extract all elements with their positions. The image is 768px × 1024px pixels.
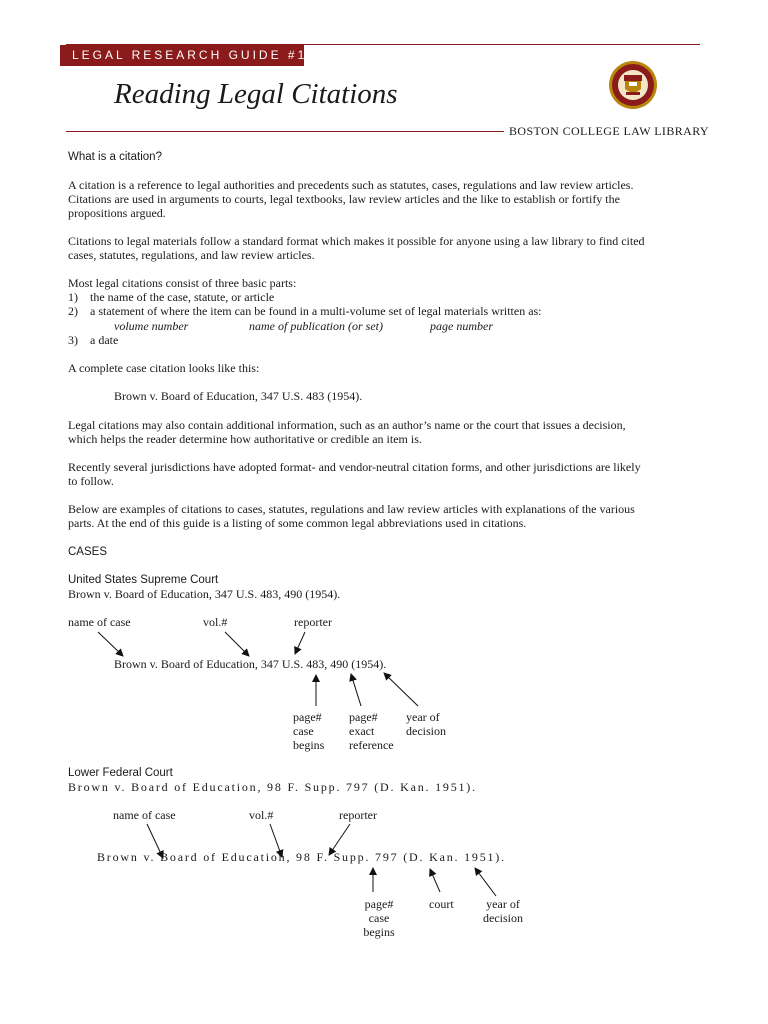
list-item: the name of the case, statute, or article (90, 290, 275, 304)
paragraph-line: Most legal citations consist of three basic parts: (68, 276, 297, 290)
arrow-volume (225, 632, 249, 656)
title-rule (66, 131, 504, 132)
list-item: a date (90, 333, 119, 347)
section-heading-what-is-citation: What is a citation? (68, 151, 162, 163)
label-court: court (429, 897, 454, 911)
label-year-of-decision: year of decision (483, 897, 523, 925)
paragraph-line: Legal citations may also contain additional information, such as an author’s name or the court that issues a decision, (68, 418, 626, 432)
annotated-citation: Brown v. Board of Education, 347 U.S. 483, 490 (1954). (114, 657, 387, 671)
paragraph-line: A complete case citation looks like this: (68, 361, 260, 375)
arrow-court (430, 869, 440, 892)
list-item: a statement of where the item can be found in a multi-volume set of legal materials written as: (90, 304, 542, 318)
paragraph-line: A citation is a reference to legal authorities and precedents such as statutes, cases, regulations and law review articles. (68, 178, 634, 192)
supreme-citation: Brown v. Board of Education, 347 U.S. 483, 490 (1954). (68, 587, 341, 601)
list-number: 3) (68, 333, 78, 347)
example-citation: Brown v. Board of Education, 347 U.S. 483 (1954). (114, 389, 363, 403)
list-number: 2) (68, 304, 78, 318)
paragraph-line: cases, statutes, regulations, and law review articles. (68, 248, 315, 262)
library-name: BOSTON COLLEGE LAW LIBRARY (509, 124, 709, 138)
label-volume: vol.# (249, 808, 274, 822)
label-reporter: reporter (294, 615, 332, 629)
subheading-lower-federal-court: Lower Federal Court (68, 767, 173, 779)
paragraph-line: Citations are used in arguments to courts, legal textbooks, law review articles and the like to establish or fortify the (68, 192, 620, 206)
arrow-name-of-case (98, 632, 123, 656)
section-heading-cases: CASES (68, 546, 107, 558)
arrow-page-exact-reference (351, 674, 361, 706)
part-volume-number: volume number (114, 319, 189, 333)
label-page-exact-reference: page# exact reference (349, 710, 394, 752)
part-publication-name: name of publication (or set) (249, 319, 383, 333)
paragraph-line: Below are examples of citations to cases, statutes, regulations and law review articles with explanations of the various (68, 502, 635, 516)
arrow-year-of-decision (475, 868, 496, 896)
label-year-of-decision: year of decision (406, 710, 446, 738)
label-name-of-case: name of case (68, 615, 131, 629)
label-page-case-begins: page# case begins (293, 710, 325, 752)
arrow-reporter (295, 632, 305, 654)
guide-banner: LEGAL RESEARCH GUIDE #1 (60, 45, 304, 66)
label-reporter: reporter (339, 808, 377, 822)
list-number: 1) (68, 290, 78, 304)
page-title: Reading Legal Citations (114, 78, 398, 110)
paragraph-line: Recently several jurisdictions have adopted format- and vendor-neutral citation forms, and other jurisdictions are likely (68, 460, 641, 474)
paragraph-line: Citations to legal materials follow a standard format which makes it possible for anyone using a law library to find cited (68, 234, 645, 248)
label-volume: vol.# (203, 615, 228, 629)
annotated-citation: Brown v. Board of Education, 98 F. Supp. 797 (D. Kan. 1951). (97, 850, 506, 864)
arrow-year-of-decision (384, 673, 418, 706)
paragraph-line: parts. At the end of this guide is a listing of some common legal abbreviations used in citations. (68, 516, 527, 530)
boston-college-seal-icon (608, 60, 658, 115)
label-name-of-case: name of case (113, 808, 176, 822)
paragraph-line: which helps the reader determine how authoritative or credible an item is. (68, 432, 422, 446)
subheading-supreme-court: United States Supreme Court (68, 574, 219, 586)
label-page-case-begins: page# case begins (363, 897, 395, 939)
part-page-number: page number (430, 319, 493, 333)
lower-citation: Brown v. Board of Education, 98 F. Supp. 797 (D. Kan. 1951). (68, 780, 477, 794)
paragraph-line: to follow. (68, 474, 114, 488)
paragraph-line: propositions argued. (68, 206, 166, 220)
